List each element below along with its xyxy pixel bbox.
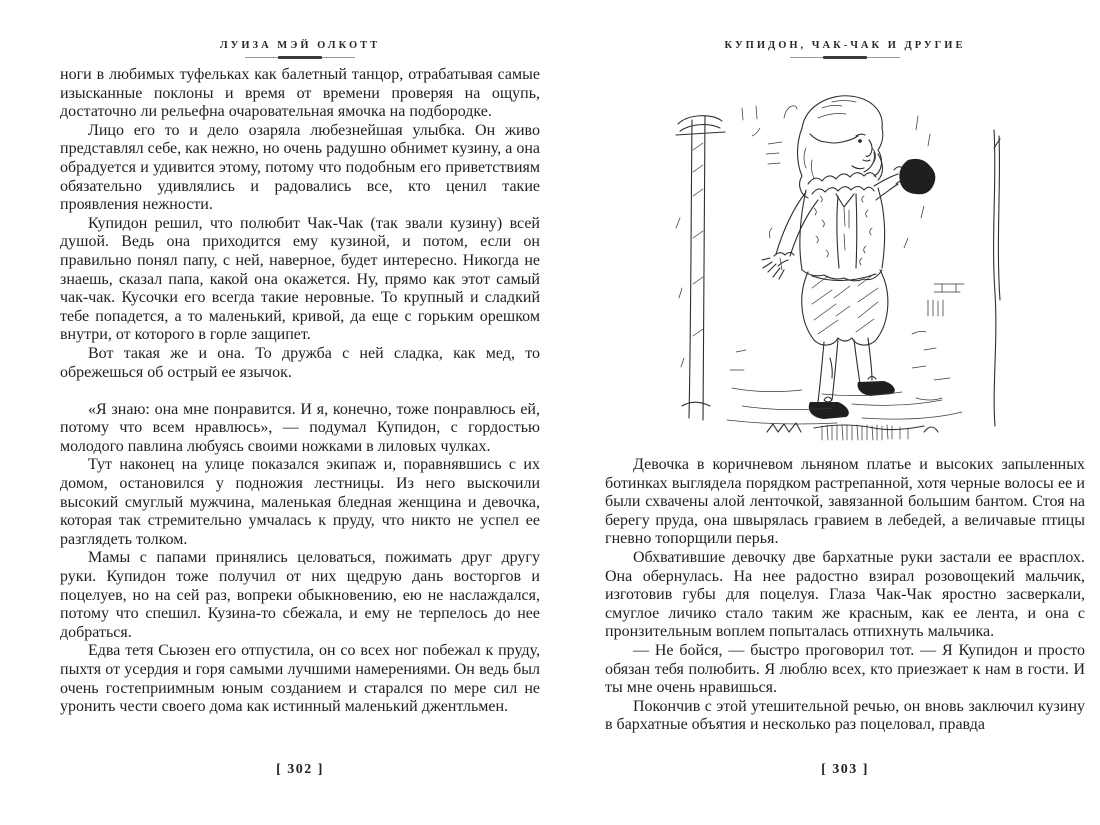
- page-right: [605, 0, 1085, 825]
- paragraph: ноги в любимых туфельках как балетный танцор, отрабатывая самые изысканные поклоны и время от времени проверяя на ощупь, достаточно ли рельефна очаровательная ямочка на подбородке.: [60, 66, 540, 121]
- header-rule: [245, 56, 355, 60]
- paragraph: Едва тетя Сьюзен его отпустила, он со всех ног побежал к пруду, пыхтя от усердия и горя самыми лучшими намерениями. Он ведь был очень гостеприимным юным созданием и старался по мере сил не уронить чести своего дома как истинный маленький джентльмен.: [60, 642, 540, 716]
- text-column-left: [60, 66, 540, 758]
- paragraph: Лицо его то и дело озаряла любезнейшая улыбка. Он живо представлял себе, как нежно, но очень радушно обнимет кузину, а она обрадуется и удивится этому, потому что подобным его приветствиям обязательно удивлялись и радовались все, кто ценил такие проявления нежности.: [60, 121, 540, 214]
- paragraph: Обхватившие девочку две бархатные руки застали ее врасплох. Она обернулась. На нее радостно взирал розовощекий мальчик, изготовив губы для поцелуя. Глаза Чак-Чак яростно засверкали, смуглое личико стало таким же красным, как ее лента, и она с пронзительным воплем попыталась отпихнуть мальчика.: [605, 548, 1085, 641]
- header-rule: [790, 56, 900, 60]
- paragraph: — Не бойся, — быстро проговорил тот. — Я Купидон и просто обязан тебя полюбить. Я люблю всех, кто приезжает к нам в гости. И ты мне очень нравишься.: [605, 641, 1085, 697]
- page-number-right: [ 303 ]: [821, 762, 869, 777]
- paragraph: Девочка в коричневом льняном платье и высоких запыленных ботинках выглядела порядком растрепанной, хотя черные волосы ее и были схвачены алой ленточкой, завязанной большим бантом. Стоя на берегу пруда, она швырялась гравием в лебедей, а величавые птицы гневно топорщили перья.: [605, 456, 1085, 548]
- paragraph: Купидон решил, что полюбит Чак-Чак (так звали кузину) всей душой. Ведь она приходится ему кузиной, и потом, если он правильно понял папу, с ней, наверное, будет интересно. Никогда не знаешь, сказал папа, какой она окажется. Ну, прямо как этот самый чак-чак. Кусочки его всегда такие неровные. То крупный и сладкий тебе попадется, а то маленький, кривой, да еще с горьким орешком внутри, от которого в горле защипет.: [60, 214, 540, 344]
- text-column-right: [605, 456, 1085, 758]
- paragraph: «Я знаю: она мне понравится. И я, конечно, тоже понравлюсь ей, потому что всем нравлюсь», — подумал Купидон, с гордостью молодого павлина любуясь своими ножками в лиловых чулках.: [60, 400, 540, 455]
- running-head-chapter: КУПИДОН, ЧАК-ЧАК И ДРУГИЕ: [724, 40, 966, 51]
- book-illustration: [672, 88, 1017, 445]
- paragraph: Тут наконец на улице показался экипаж и, поравнявшись с их домом, остановился у подножия лестницы. Из него выскочили высокий смуглый мужчина, маленькая бледная женщина и девочка, которая так стремительно умчалась к пруду, что никто не успел ее разглядеть толком.: [60, 456, 540, 548]
- paragraph: Вот такая же и она. То дружба с ней сладка, как мед, то обрежешься об острый ее язычок.: [60, 344, 540, 381]
- page-left: [60, 0, 540, 825]
- running-head-author: ЛУИЗА МЭЙ ОЛКОТТ: [219, 40, 381, 51]
- page-number-left: [ 302 ]: [276, 762, 324, 777]
- paragraph: Мамы с папами принялись целоваться, пожимать друг другу руки. Купидон тоже получил от них щедрую дань восторгов и поцелуев, но на сей раз, вопреки обыкновению, ею не наслаждался, потому что спешил. Кузина-то сбежала, и ему не терпелось до нее добраться.: [60, 549, 540, 641]
- boy-blowing-kiss-drawing: [672, 88, 1017, 445]
- paragraph: Покончив с этой утешительной речью, он вновь заключил кузину в бархатные объятия и несколько раз поцеловал, правда: [605, 697, 1085, 734]
